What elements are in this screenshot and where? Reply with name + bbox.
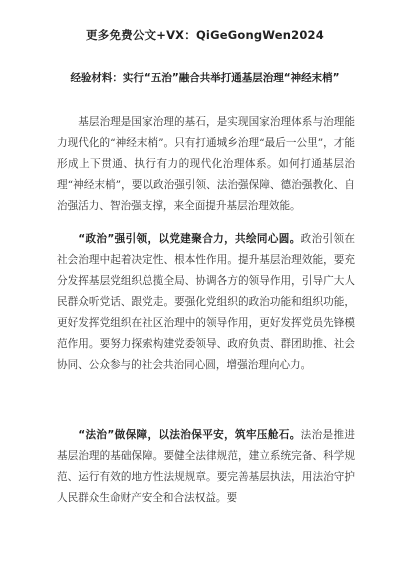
- paragraph-body: 基层治理是国家治理的基石，是实现国家治理体系与治理能力现代化的“神经末梢”。只有打通城乡治理“最后一公里”，才能形成上下贯通、执行有力的现代化治理体系。如何打通基层治理“神经末梢”，要以政治强引领、法治强保障、德治强教化、自治强活力、智治强支撑，来全面提升基层治理效能。: [57, 116, 355, 212]
- paragraph-politics: [57, 229, 355, 376]
- paragraph-text: [57, 229, 355, 376]
- paragraph-text: [57, 112, 355, 217]
- paragraph-intro: [57, 112, 355, 217]
- paragraph-body: 法治是推进基层治理的基础保障。要健全法律规范，建立系统完备、科学规范、运行有效的地方性法规规章。要完善基层执法，用法治守护人民群众生命财产安全和合法权益。要: [57, 429, 355, 504]
- document-title: 经验材料：实行“五治”融合共举打通基层治理“神经末梢”: [70, 72, 340, 84]
- paragraph-body: 政治引领在社会治理中起着决定性、根本性作用。提升基层治理效能，要充分发挥基层党组织总揽全局、协调各方的领导作用，引导广大人民群众听党话、跟党走。要强化党组织的政治功能和组织功能，更好发挥党组织在社区治理中的领导作用，更好发挥党员先锋模范作用。要努力探索构建党委领导、政府负责、群团助推、社会协同、公众参与的社会共治同心圆，增强治理向心力。: [57, 233, 355, 371]
- header-title: 更多免费公文+VX：QiGeGongWen2024: [86, 28, 324, 42]
- paragraph-text: [57, 425, 355, 509]
- paragraph-lead: “法治”做保障，以法治保平安，筑牢压舱石。: [78, 429, 301, 441]
- paragraph-rule-of-law: [57, 425, 355, 509]
- paragraph-lead: “政治”强引领，以党建聚合力，共绘同心圆。: [78, 233, 301, 245]
